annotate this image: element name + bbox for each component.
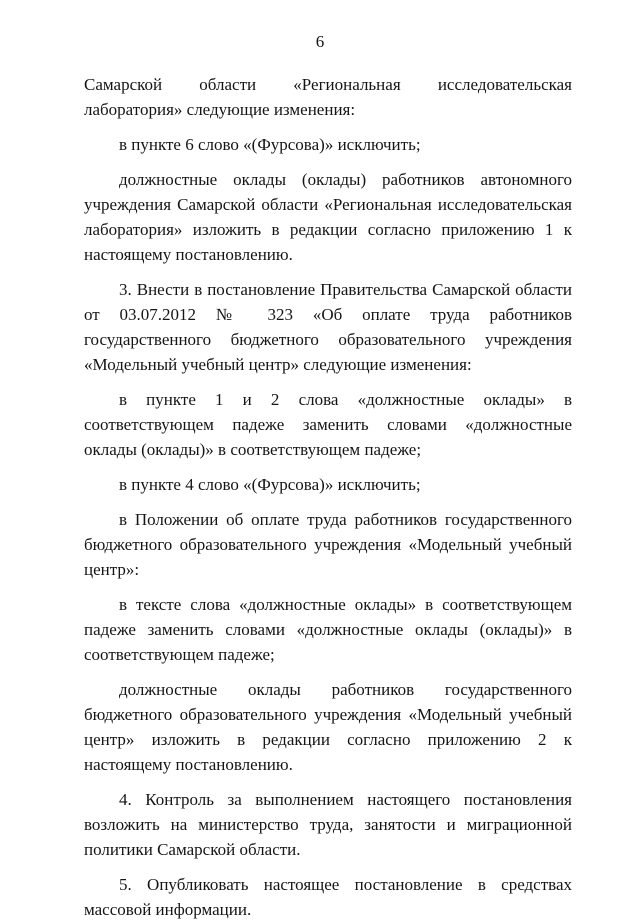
- document-body: [84, 72, 572, 922]
- paragraph-text-replacement: в тексте слова «должностные оклады» в соответствующем падеже заменить словами «должностные оклады (оклады)» в соответствующем падеже;: [84, 595, 572, 664]
- paragraph-items-1-2-replacement: в пункте 1 и 2 слова «должностные оклады» в соответствующем падеже заменить словами «должностные оклады (оклады)» в соответствующем падеже;: [84, 390, 572, 459]
- paragraph-continuation: Самарской области «Региональная исследовательская лаборатория» следующие изменения:: [84, 75, 572, 119]
- paragraph-point-4-control: 4. Контроль за выполнением настоящего постановления возложить на министерство труда, занятости и миграционной политики Самарской области.: [84, 790, 572, 859]
- paragraph-regulation: в Положении об оплате труда работников государственного бюджетного образовательного учреждения «Модельный учебный центр»:: [84, 510, 572, 579]
- paragraph-item-4-exclusion: в пункте 4 слово «(Фурсова)» исключить;: [119, 475, 421, 494]
- paragraph-point-5-publication: 5. Опубликовать настоящее постановление в средствах массовой информации.: [84, 875, 572, 919]
- page-number: 6: [315, 32, 325, 51]
- paragraph-point-3: 3. Внести в постановление Правительства Самарской области от 03.07.2012 № 323 «Об оплате труда работников государственного бюджетного образовательного учреждения «Модельный учебный центр» следующие изменения:: [84, 280, 572, 374]
- paragraph-salaries-laboratory: должностные оклады (оклады) работников автономного учреждения Самарской области «Региональная исследовательская лаборатория» изложить в редакции согласно приложению 1 к настоящему постановлению.: [84, 170, 572, 264]
- paragraph-item-6-exclusion: в пункте 6 слово «(Фурсова)» исключить;: [119, 135, 421, 154]
- paragraph-salaries-center: должностные оклады работников государственного бюджетного образовательного учреждения «Модельный учебный центр» изложить в редакции согласно приложению 2 к настоящему постановлению.: [84, 680, 572, 774]
